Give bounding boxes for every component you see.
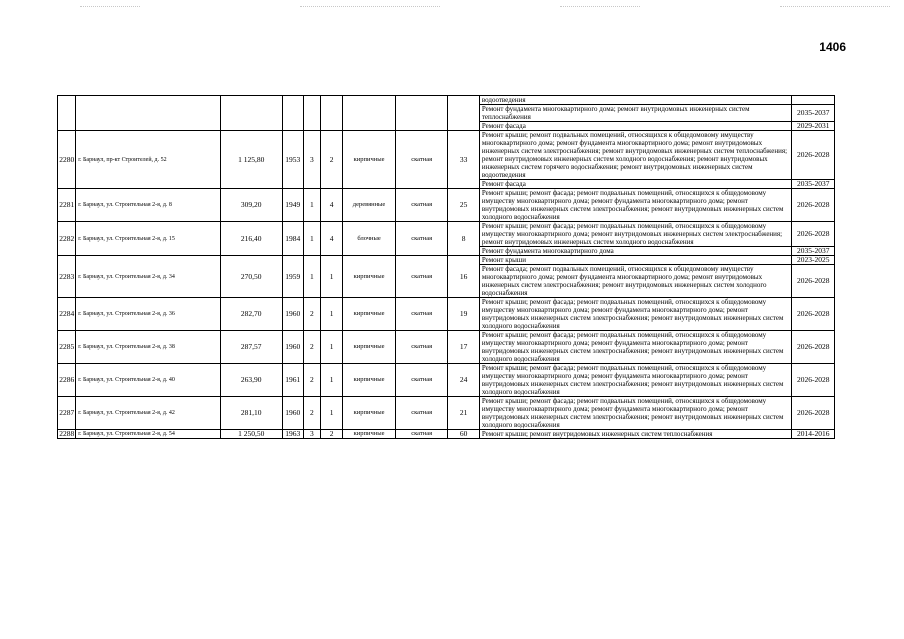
- table-row: [58, 256, 835, 265]
- floors-cell: 1: [303, 189, 320, 222]
- table-row: [58, 222, 835, 247]
- apartments-cell: 21: [448, 397, 479, 430]
- wall-material-cell: кирпичные: [343, 256, 396, 298]
- repair-works-cell: Ремонт фасада: [479, 122, 792, 131]
- house-number-cell: 2288: [59, 429, 75, 438]
- scan-edge-line: [780, 6, 890, 7]
- wall-material-cell: [343, 96, 396, 131]
- roof-type-cell: скатная: [395, 131, 448, 189]
- entrances-cell: 4: [321, 189, 343, 222]
- scan-edge-line: [300, 6, 440, 7]
- house-number-cell: 2284: [58, 298, 76, 331]
- address-cell: г. Барнаул, ул. Строительная 2-я, д. 54: [76, 430, 221, 439]
- roof-type-cell: скатная: [395, 298, 448, 331]
- area-cell: 1 250,50: [220, 430, 282, 439]
- year-cell: 1963: [282, 430, 303, 439]
- entrances-cell: 1: [321, 256, 343, 298]
- roof-type-cell: скатная: [395, 364, 448, 397]
- entrances-cell: 4: [321, 222, 343, 256]
- house-number-cell: 2286: [58, 364, 76, 397]
- area-cell: 263,90: [220, 364, 282, 397]
- floors-cell: 2: [303, 364, 320, 397]
- table-row: [58, 364, 835, 397]
- area-cell: 309,20: [220, 189, 282, 222]
- area-cell: 1 125,80: [220, 131, 282, 189]
- house-number-cell: 2282: [58, 222, 76, 256]
- entrances-cell: 1: [321, 397, 343, 430]
- table-body: [58, 96, 835, 439]
- repair-works-cell: Ремонт крыши; ремонт фасада; ремонт подвальных помещений, относящихся к общедомовому имуществу многоквартирного дома; ремонт фундамента многоквартирного дома; ремонт внутридомовых инженерных систем электроснабжения; ремонт внутридомовых инженерных систем холодного водоснабжения: [479, 364, 792, 397]
- table-row: [58, 298, 835, 331]
- address-cell: г. Барнаул, ул. Строительная 2-я, д. 40: [76, 364, 221, 397]
- repair-period-cell: 2029-2031: [792, 122, 835, 131]
- address-cell: [76, 96, 221, 131]
- area-cell: 282,70: [220, 298, 282, 331]
- repair-period-cell: 2014-2016: [792, 430, 835, 439]
- area-cell: 287,57: [220, 331, 282, 364]
- floors-cell: 1: [303, 256, 320, 298]
- house-number-cell: [58, 96, 76, 131]
- address-cell: г. Барнаул, ул. Строительная 2-я, д. 36: [76, 298, 221, 331]
- area-cell: 216,40: [220, 222, 282, 256]
- roof-type-cell: скатная: [395, 189, 448, 222]
- repair-works-cell: Ремонт крыши; ремонт фасада; ремонт подвальных помещений, относящихся к общедомовому имуществу многоквартирного дома; ремонт фундамента многоквартирного дома; ремонт внутридомовых инженерных систем электроснабжения; ремонт внутридомовых инженерных систем холодного водоснабжения: [479, 189, 792, 222]
- repair-period-cell: 2026-2028: [792, 189, 835, 222]
- house-number-cell: 2280: [58, 131, 76, 189]
- floors-cell: 2: [303, 397, 320, 430]
- repair-works-cell: Ремонт фундамента многоквартирного дома; ремонт внутридомовых инженерных систем теплоснабжения: [479, 105, 792, 122]
- repair-works-cell: Ремонт фасада: [479, 180, 792, 189]
- house-number-cell: 2283: [58, 256, 76, 298]
- area-cell: [220, 96, 282, 131]
- repair-works-cell: Ремонт крыши; ремонт фасада; ремонт подвальных помещений, относящихся к общедомовому имуществу многоквартирного дома; ремонт внутридомовых инженерных систем электроснабжения; ремонт внутридомовых инженерных систем холодного водоснабжения: [479, 222, 792, 247]
- wall-material-cell: кирпичные: [343, 131, 396, 189]
- apartments-cell: 60: [448, 430, 479, 439]
- roof-type-cell: скатная: [395, 222, 448, 256]
- wall-material-cell: кирпичные: [343, 298, 396, 331]
- floors-cell: 1: [303, 222, 320, 256]
- table-row: [58, 189, 835, 222]
- repair-works-cell: Ремонт крыши; ремонт внутридомовых инженерных систем теплоснабжения: [479, 430, 792, 439]
- repair-period-cell: 2026-2028: [792, 222, 835, 247]
- address-cell: г. Барнаул, пр-кт Строителей, д. 52: [76, 131, 221, 189]
- repair-period-cell: [792, 96, 835, 105]
- repair-period-cell: 2026-2028: [792, 397, 835, 430]
- wall-material-cell: кирпичные: [343, 397, 396, 430]
- repair-works-cell: Ремонт крыши; ремонт фасада; ремонт подвальных помещений, относящихся к общедомовому имуществу многоквартирного дома; ремонт фундамента многоквартирного дома; ремонт внутридомовых инженерных систем электроснабжения; ремонт внутридомовых инженерных систем холодного водоснабжения: [479, 331, 792, 364]
- address-cell: г. Барнаул, ул. Строительная 2-я, д. 38: [76, 331, 221, 364]
- year-cell: [282, 96, 303, 131]
- repair-works-cell: Ремонт фундамента многоквартирного дома: [479, 247, 792, 256]
- repair-works-cell: Ремонт фасада; ремонт подвальных помещений, относящихся к общедомовому имуществу многоквартирного дома; ремонт фундамента многоквартирного дома; ремонт внутридомовых инженерных систем электроснабжения; ремонт внутридомовых инженерных систем холодного водоснабжения: [479, 265, 792, 298]
- entrances-cell: 1: [321, 364, 343, 397]
- address-cell: г. Барнаул, ул. Строительная 2-я, д. 34: [76, 256, 221, 298]
- apartments-cell: 8: [448, 222, 479, 256]
- entrances-cell: 1: [321, 331, 343, 364]
- repair-period-cell: 2035-2037: [792, 105, 835, 122]
- area-cell: 270,50: [220, 256, 282, 298]
- roof-type-cell: скатная: [395, 430, 448, 439]
- wall-material-cell: кирпичные: [343, 364, 396, 397]
- apartments-cell: 25: [448, 189, 479, 222]
- repair-works-cell: Ремонт крыши; ремонт подвальных помещений, относящихся к общедомовому имуществу многоквартирного дома; ремонт фундамента многоквартирного дома; ремонт внутридомовых инженерных систем электроснабжения; ремонт внутридомовых инженерных систем теплоснабжения; ремонт внутридомовых инженерных систем холодного водоснабжения; ремонт внутридомовых инженерных систем горячего водоснабжения; ремонт внутридомовых инженерных систем водоотведения: [479, 131, 792, 180]
- repair-period-cell: 2026-2028: [792, 131, 835, 180]
- floors-cell: 2: [303, 298, 320, 331]
- year-cell: 1984: [282, 222, 303, 256]
- repair-period-cell: 2026-2028: [792, 298, 835, 331]
- year-cell: 1961: [282, 364, 303, 397]
- house-number-cell: 2287: [58, 397, 76, 430]
- repair-period-cell: 2026-2028: [792, 265, 835, 298]
- roof-type-cell: скатная: [395, 256, 448, 298]
- repair-works-cell: водоотведения: [479, 96, 792, 105]
- repair-period-cell: 2026-2028: [792, 331, 835, 364]
- apartments-cell: 16: [448, 256, 479, 298]
- table-row: [58, 96, 835, 105]
- wall-material-cell: деревянные: [343, 189, 396, 222]
- roof-type-cell: [395, 96, 448, 131]
- page-number: 1406: [819, 40, 846, 54]
- address-cell: г. Барнаул, ул. Строительная 2-я, д. 15: [76, 222, 221, 256]
- wall-material-cell: кирпичные: [343, 430, 396, 439]
- wall-material-cell: блочные: [343, 222, 396, 256]
- scan-edge-line: [560, 6, 640, 7]
- area-cell: 281,10: [220, 397, 282, 430]
- table-row: [58, 430, 835, 439]
- repair-period-cell: 2035-2037: [792, 180, 835, 189]
- repair-period-cell: 2035-2037: [792, 247, 835, 256]
- floors-cell: 3: [303, 430, 320, 439]
- repair-works-cell: Ремонт крыши; ремонт фасада; ремонт подвальных помещений, относящихся к общедомовому имуществу многоквартирного дома; ремонт фундамента многоквартирного дома; ремонт внутридомовых инженерных систем электроснабжения; ремонт внутридомовых инженерных систем холодного водоснабжения: [479, 298, 792, 331]
- repair-works-cell: Ремонт крыши: [479, 256, 792, 265]
- house-number-cell: 2281: [58, 189, 76, 222]
- address-cell: г. Барнаул, ул. Строительная 2-я, д. 8: [76, 189, 221, 222]
- entrances-cell: [321, 96, 343, 131]
- house-number-cell: 2285: [58, 331, 76, 364]
- year-cell: 1949: [282, 189, 303, 222]
- apartments-cell: 19: [448, 298, 479, 331]
- year-cell: 1953: [282, 131, 303, 189]
- year-cell: 1960: [282, 298, 303, 331]
- year-cell: 1960: [282, 331, 303, 364]
- address-cell: г. Барнаул, ул. Строительная 2-я, д. 42: [76, 397, 221, 430]
- apartments-cell: 33: [448, 131, 479, 189]
- table-row: [58, 131, 835, 180]
- wall-material-cell: кирпичные: [343, 331, 396, 364]
- roof-type-cell: скатная: [395, 397, 448, 430]
- entrances-cell: 2: [321, 131, 343, 189]
- entrances-cell: 1: [321, 298, 343, 331]
- scan-edge-line: [80, 6, 140, 7]
- roof-type-cell: скатная: [395, 331, 448, 364]
- table-row: [58, 397, 835, 430]
- apartments-cell: [448, 96, 479, 131]
- floors-cell: 3: [303, 131, 320, 189]
- floors-cell: [303, 96, 320, 131]
- year-cell: 1960: [282, 397, 303, 430]
- floors-cell: 2: [303, 331, 320, 364]
- table-row: [58, 331, 835, 364]
- apartments-cell: 24: [448, 364, 479, 397]
- apartments-cell: 17: [448, 331, 479, 364]
- housing-repair-table: [57, 95, 835, 439]
- repair-period-cell: 2023-2025: [792, 256, 835, 265]
- repair-period-cell: 2026-2028: [792, 364, 835, 397]
- repair-works-cell: Ремонт крыши; ремонт фасада; ремонт подвальных помещений, относящихся к общедомовому имуществу многоквартирного дома; ремонт фундамента многоквартирного дома; ремонт внутридомовых инженерных систем электроснабжения; ремонт внутридомовых инженерных систем холодного водоснабжения: [479, 397, 792, 430]
- year-cell: 1959: [282, 256, 303, 298]
- entrances-cell: 2: [321, 430, 343, 439]
